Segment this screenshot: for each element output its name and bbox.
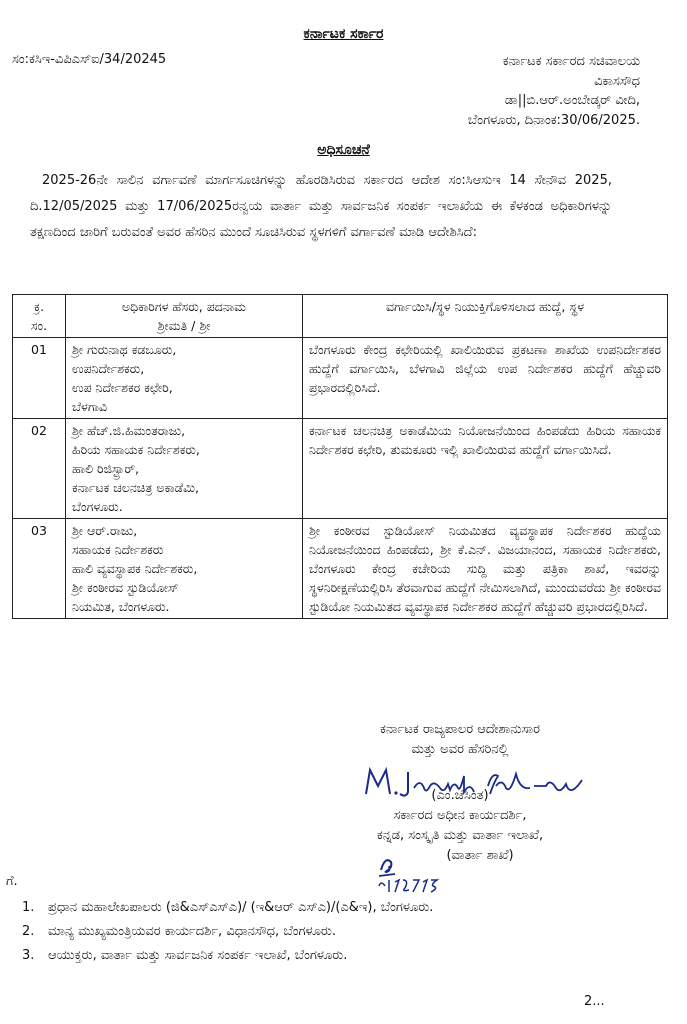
- header-officer-name: [66, 295, 303, 338]
- address-line-3: ಡಾ||ಬಿ.ಆರ್.ಅಂಬೇಡ್ಕರ್ ವೀದಿ,: [504, 93, 640, 108]
- officer-line: ಉಪ ನಿರ್ದೇಶಕರ ಕಛೇರಿ,: [72, 380, 173, 395]
- signatory-designation: ಸರ್ಕಾರದ ಅಧೀನ ಕಾರ್ಯದರ್ಶಿ,: [393, 808, 527, 823]
- header-name-line2: ಶ್ರೀಮತಿ / ಶ್ರೀ: [157, 318, 211, 333]
- officer-line: ಶ್ರೀ ಆರ್.ರಾಜು,: [72, 523, 138, 538]
- list-item-text: ಪ್ರಧಾನ ಮಹಾಲೇಖಪಾಲರು (ಜಿ&ಎಸ್ಎಸ್ಎ)/ (ಇ&ಆರ್ ಎಸ್ಎ)/(ಎ&ಇ), ಬೆಂಗಳೂರು.: [48, 900, 434, 915]
- officer-line: ಶ್ರೀ ಕಂಠೀರವ ಸ್ಟುಡಿಯೋಸ್: [72, 580, 179, 595]
- row-serial: 01: [13, 338, 66, 419]
- officer-line: ಸಹಾಯಕ ನಿರ್ದೇಶಕರು: [72, 542, 164, 557]
- header-serial-line1: ಕ್ರ.: [33, 299, 45, 314]
- table-row: [13, 519, 668, 619]
- row-posting: ಕರ್ನಾಟಕ ಚಲನಚಿತ್ರ ಅಕಾಡೆಮಿಯ ನಿಯೋಜನೆಯಿಂದ ಹಿಂಪಡೆದು ಹಿರಿಯ ಸಹಾಯಕ ನಿರ್ದೇಶಕರ ಕಛೇರಿ, ತುಮಕೂರು ಇಲ್ಲಿ ಖಾಲಿಯಿರುವ ಹುದ್ದೆಗೆ ವರ್ಗಾಯಿಸಿದೆ.: [303, 419, 668, 519]
- signatory-name: (ಎಂ.ಜೆಸಿಂತ): [431, 788, 489, 803]
- officer-line: ಬೆಳಗಾವಿ: [72, 399, 108, 414]
- list-item: [22, 896, 622, 920]
- page-continuation: 2...: [584, 994, 605, 1009]
- address-date-line: ಬೆಂಗಳೂರು, ದಿನಾಂಕ:30/06/2025.: [467, 112, 640, 128]
- signatory-department: ಕನ್ನಡ, ಸಂಸ್ಕೃತಿ ಮತ್ತು ವಾರ್ತಾ ಇಲಾಖೆ,: [376, 828, 544, 843]
- copy-to-list: [22, 896, 622, 968]
- signatory-branch: (ವಾರ್ತಾ ಶಾಖೆ): [446, 848, 514, 863]
- row-officer: [66, 519, 303, 619]
- initials-mark: [375, 852, 465, 896]
- transfer-table: [12, 294, 668, 619]
- header-serial-line2: ಸಂ.: [30, 318, 48, 333]
- list-item-text: ಆಯುಕ್ತರು, ವಾರ್ತಾ ಮತ್ತು ಸಾರ್ವಜನಿಕ ಸಂಪರ್ಕ ಇಲಾಖೆ, ಬೆಂಗಳೂರು.: [48, 948, 348, 963]
- header-serial: [13, 295, 66, 338]
- officer-line: ಹಾಲಿ ವ್ಯವಸ್ಥಾಪಕ ನಿರ್ದೇಶಕರು,: [72, 561, 198, 576]
- office-address: [360, 52, 640, 130]
- signatory-name-line: ಮತ್ತು ಅವರ ಹೆಸರಿನಲ್ಲಿ: [411, 742, 509, 757]
- officer-line: ಶ್ರೀ ಗುರುನಾಥ ಕಡಬೂರು,: [72, 342, 177, 357]
- address-line-2: ವಿಕಾಸಸೌಧ: [594, 73, 640, 89]
- officer-line: ಹಾಲಿ ರಿಜಿಸ್ಟ್ರಾರ್,: [72, 461, 139, 476]
- list-item-text: ಮಾನ್ಯ ಮುಖ್ಯಮಂತ್ರಿಯವರ ಕಾರ್ಯದರ್ಶಿ, ವಿಧಾನಸೌಧ, ಬೆಂಗಳೂರು.: [48, 924, 337, 939]
- address-line-1: ಕರ್ನಾಟಕ ಸರ್ಕಾರದ ಸಚಿವಾಲಯ: [502, 54, 640, 69]
- list-item: [22, 920, 622, 944]
- reference-number: ಸಂ:ಕಸಿಇ-ವಿಪಿಎಸ್‌ಐ/34/20245: [12, 52, 167, 67]
- row-serial: 02: [13, 419, 66, 519]
- row-serial: 03: [13, 519, 66, 619]
- list-item: [22, 944, 622, 968]
- notification-body: 2025-26ನೇ ಸಾಲಿನ ವರ್ಗಾವಣೆ ಮಾರ್ಗಸೂಚಿಗಳನ್ನು ಹೊರಡಿಸಿರುವ ಸರ್ಕಾರದ ಆದೇಶ ಸಂ:ಸಿಆಸುಇ 14 ಸೇನೌವ 2025, ದಿ.12/05/2025 ಮತ್ತು 17/06/2025ರನ್ವಯ ವಾರ್ತಾ ಮತ್ತು ಸಾರ್ವಜನಿಕ ಸಂಪರ್ಕ ಇಲಾಖೆಯ ಈ ಕೆಳಕಂಡ ಅಧಿಕಾರಿಗಳನ್ನು ತಕ್ಷಣದಿಂದ ಜಾರಿಗೆ ಬರುವಂತೆ ಅವರ ಹೆಸರಿನ ಮುಂದೆ ಸೂಚಿಸಿರುವ ಸ್ಥಳಗಳಿಗೆ ವರ್ಗಾವಣೆ ಮಾಡಿ ಆದೇಶಿಸಿದೆ:: [30, 173, 612, 240]
- list-item-number: 1.: [22, 900, 35, 915]
- handwritten-signature: [360, 764, 600, 804]
- row-officer: [66, 419, 303, 519]
- table-row: [13, 419, 668, 519]
- list-item-number: 3.: [22, 948, 35, 963]
- row-posting: ಬೆಂಗಳೂರು ಕೇಂದ್ರ ಕಛೇರಿಯಲ್ಲಿ ಖಾಲಿಯಿರುವ ಪ್ರಕಟಣಾ ಶಾಖೆಯ ಉಪನಿರ್ದೇಶಕರ ಹುದ್ದೆಗೆ ವರ್ಗಾಯಿಸಿ, ಬೆಳಗಾವಿ ಜಿಲ್ಲೆಯ ಉಪ ನಿರ್ದೇಶಕರ ಹುದ್ದೆಗೆ ಹೆಚ್ಚುವರಿ ಪ್ರಭಾರದಲ್ಲಿರಿಸಿದೆ.: [303, 338, 668, 419]
- copy-to-label: ಗೆ.: [6, 874, 18, 889]
- officer-line: ಕರ್ನಾಟಕ ಚಲನಚಿತ್ರ ಅಕಾಡೆಮಿ,: [72, 480, 199, 495]
- header-posting: ವರ್ಗಾಯಿಸಿ/ಸ್ಥಳ ನಿಯುಕ್ತಿಗೊಳಿಸಲಾದ ಹುದ್ದೆ, ಸ್ಥಳ: [303, 295, 668, 338]
- table-row: [13, 338, 668, 419]
- row-officer: [66, 338, 303, 419]
- signatory-authority-line: ಕರ್ನಾಟಕ ರಾಜ್ಯಪಾಲರ ಆದೇಶಾನುಸಾರ: [380, 722, 540, 737]
- government-title: ಕರ್ನಾಟಕ ಸರ್ಕಾರ: [303, 26, 384, 42]
- header-name-line1: ಅಧಿಕಾರಿಗಳ ಹೆಸರು, ಪದನಾಮ: [121, 299, 247, 314]
- table-header-row: [13, 295, 668, 338]
- notification-title: ಅಧಿಸೂಚನೆ: [317, 142, 370, 158]
- officer-line: ಶ್ರೀ ಹೆಚ್.ಜಿ.ಹಿಮಂತರಾಜು,: [72, 423, 186, 438]
- officer-line: ನಿಯಮಿತ, ಬೆಂಗಳೂರು.: [72, 599, 170, 614]
- row-posting: ಶ್ರೀ ಕಂಠೀರವ ಸ್ಟುಡಿಯೋಸ್ ನಿಯಮಿತದ ವ್ಯವಸ್ಥಾಪಕ ನಿರ್ದೇಶಕರ ಹುದ್ದೆಯ ನಿಯೋಜನೆಯಿಂದ ಹಿಂಪಡೆದು, ಶ್ರೀ ಕೆ.ಎನ್. ವಿಜಯಾನಂದ, ಸಹಾಯಕ ನಿರ್ದೇಶಕರು, ಬೆಂಗಳೂರು ಕೇಂದ್ರ ಕಚೇರಿಯ ಸುದ್ದಿ ಮತ್ತು ಪತ್ರಿಕಾ ಶಾಖೆ, ಇವರನ್ನು ಸ್ಥಳನಿರೀಕ್ಷಣೆಯಲ್ಲಿರಿಸಿ ತೆರವಾಗುವ ಹುದ್ದೆಗೆ ನೇಮಿಸಲಾಗಿದೆ, ಮುಂದುವರೆದು ಶ್ರೀ ಕಂಠೀರವ ಸ್ಟುಡಿಯೋ ನಿಯಮಿತದ ವ್ಯವಸ್ಥಾಪಕ ನಿರ್ದೇಶಕರ ಹುದ್ದೆಗೆ ಹೆಚ್ಚುವರಿ ಪ್ರಭಾರದಲ್ಲಿರಿಸಿದೆ.: [303, 519, 668, 619]
- officer-line: ಬೆಂಗಳೂರು.: [72, 499, 123, 514]
- list-item-number: 2.: [22, 924, 35, 939]
- officer-line: ಉಪನಿರ್ದೇಶಕರು,: [72, 361, 145, 376]
- officer-line: ಹಿರಿಯ ಸಹಾಯಕ ನಿರ್ದೇಶಕರು,: [72, 442, 200, 457]
